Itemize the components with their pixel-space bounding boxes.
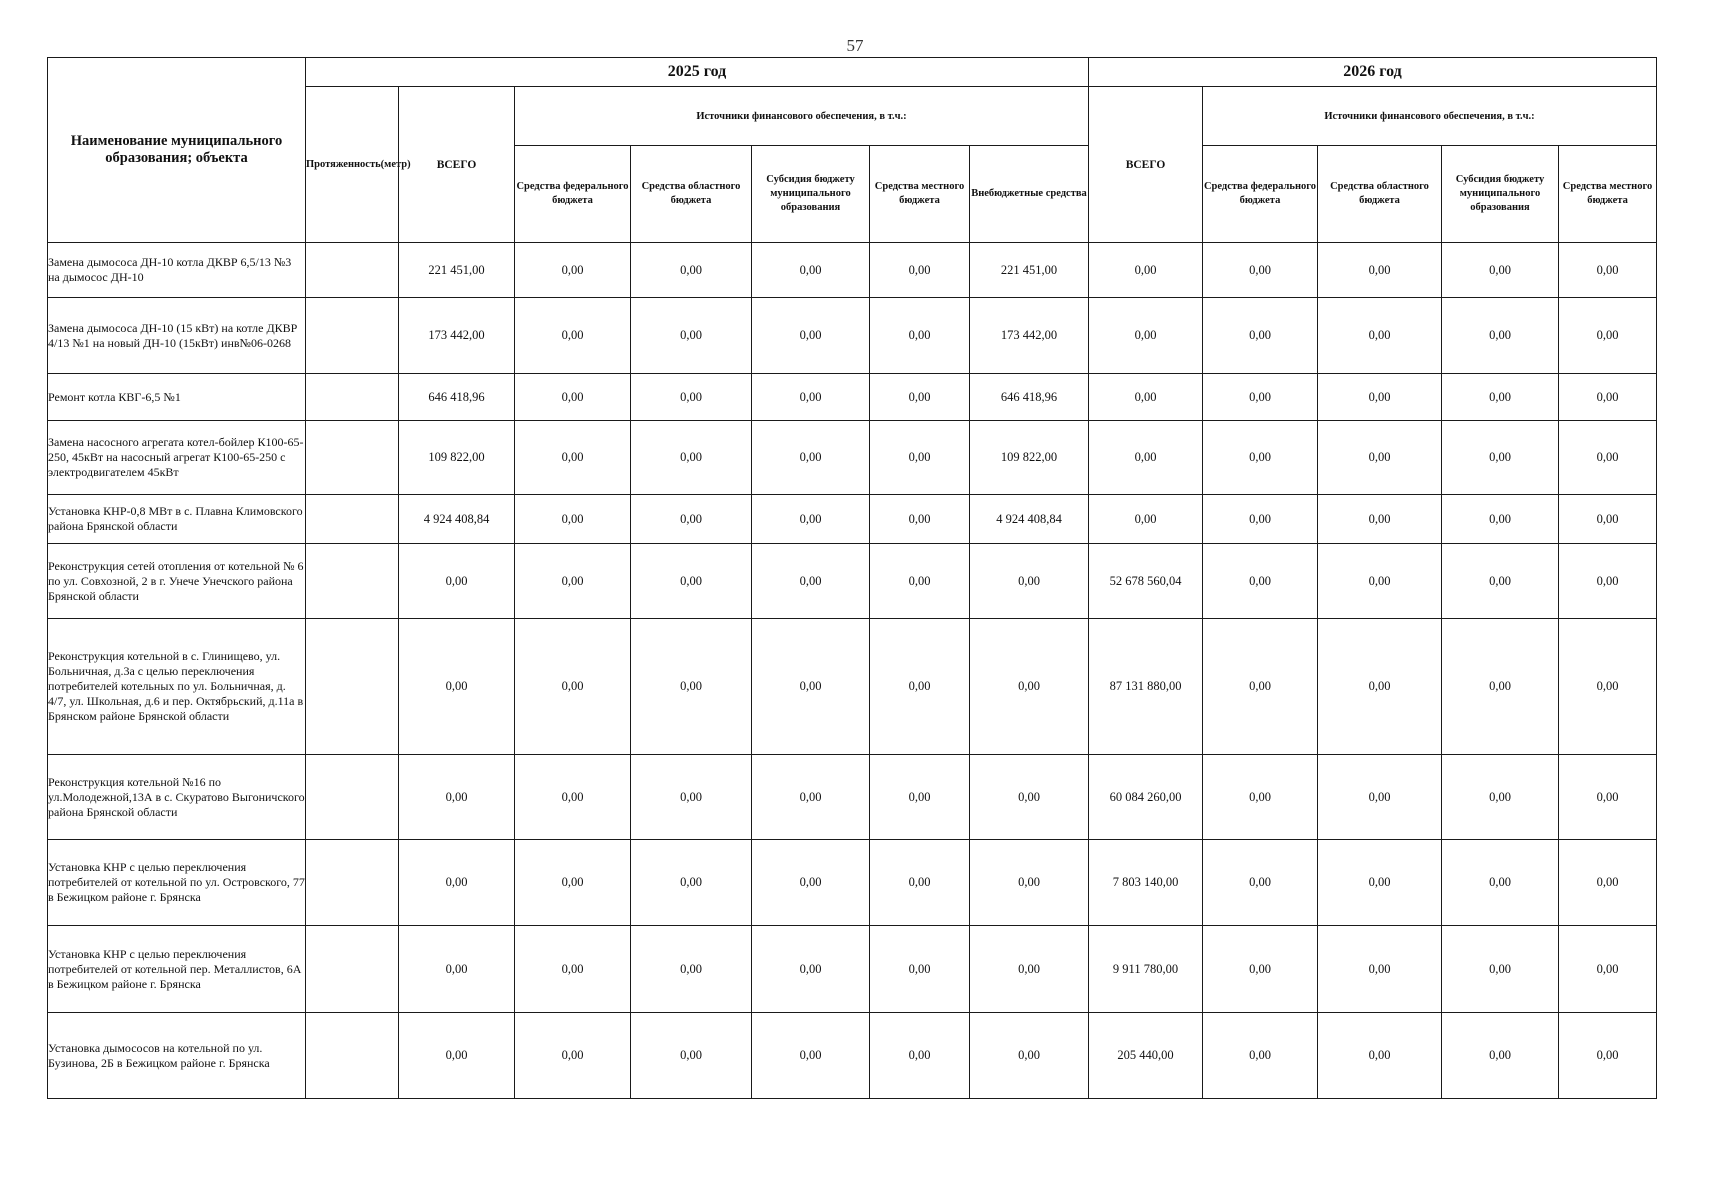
value-cell: 0,00 [631,421,752,495]
value-cell: 0,00 [1203,755,1318,840]
length-cell [306,840,399,926]
value-cell: 646 418,96 [399,374,515,421]
value-cell: 0,00 [1203,840,1318,926]
value-cell: 0,00 [1442,544,1559,619]
value-cell: 0,00 [1203,1013,1318,1099]
value-cell: 0,00 [1203,619,1318,755]
value-cell: 0,00 [631,243,752,298]
value-cell: 173 442,00 [399,298,515,374]
value-cell: 0,00 [1318,374,1442,421]
value-cell: 0,00 [870,544,970,619]
table-row [48,243,1657,298]
value-cell: 0,00 [752,421,870,495]
length-cell [306,926,399,1013]
header-sources-2026: Источники финансового обеспечения, в т.ч.: [1203,87,1657,146]
length-cell [306,421,399,495]
value-cell: 0,00 [1318,544,1442,619]
value-cell: 0,00 [870,243,970,298]
value-cell: 0,00 [1559,298,1657,374]
table-row [48,1013,1657,1099]
header-year-2026: 2026 год [1089,58,1657,87]
value-cell: 4 924 408,84 [970,495,1089,544]
value-cell: 221 451,00 [399,243,515,298]
value-cell: 0,00 [752,243,870,298]
value-cell: 0,00 [970,619,1089,755]
value-cell: 0,00 [1318,926,1442,1013]
value-cell: 0,00 [1089,298,1203,374]
value-cell: 0,00 [1203,544,1318,619]
value-cell: 4 924 408,84 [399,495,515,544]
object-name-cell: Установка КНР-0,8 МВт в с. Плавна Климовского района Брянской области [48,495,306,544]
header-sources-2025: Источники финансового обеспечения, в т.ч.: [515,87,1089,146]
value-cell: 0,00 [1318,421,1442,495]
value-cell: 173 442,00 [970,298,1089,374]
value-cell: 0,00 [1559,1013,1657,1099]
header-total-2025: ВСЕГО [399,87,515,243]
length-cell [306,374,399,421]
value-cell: 0,00 [870,298,970,374]
value-cell: 0,00 [1442,840,1559,926]
value-cell: 0,00 [399,840,515,926]
value-cell: 0,00 [752,619,870,755]
object-name-cell: Замена насосного агрегата котел-бойлер К100-65-250, 45кВт на насосный агрегат К100-65-250 с электродвигателем 45кВт [48,421,306,495]
value-cell: 0,00 [970,926,1089,1013]
header-length-column: Протяженность(метр) [306,87,399,243]
header-federal-2026: Средства федерального бюджета [1203,146,1318,243]
value-cell: 0,00 [970,840,1089,926]
table-row [48,544,1657,619]
table-row [48,495,1657,544]
value-cell: 87 131 880,00 [1089,619,1203,755]
value-cell: 0,00 [399,544,515,619]
value-cell: 0,00 [1089,374,1203,421]
value-cell: 0,00 [399,1013,515,1099]
value-cell: 0,00 [631,374,752,421]
value-cell: 0,00 [970,1013,1089,1099]
value-cell: 0,00 [1089,495,1203,544]
value-cell: 0,00 [399,619,515,755]
value-cell: 0,00 [1318,495,1442,544]
value-cell: 0,00 [1318,298,1442,374]
value-cell: 0,00 [1318,1013,1442,1099]
value-cell: 646 418,96 [970,374,1089,421]
value-cell: 0,00 [631,1013,752,1099]
length-cell [306,298,399,374]
value-cell: 0,00 [1442,1013,1559,1099]
table-row [48,374,1657,421]
value-cell: 0,00 [1442,495,1559,544]
value-cell: 0,00 [515,544,631,619]
value-cell: 0,00 [1318,619,1442,755]
value-cell: 0,00 [1203,243,1318,298]
header-regional-2025: Средства областного бюджета [631,146,752,243]
value-cell: 0,00 [1203,495,1318,544]
length-cell [306,619,399,755]
object-name-cell: Реконструкция котельной №16 по ул.Молодежной,13А в с. Скуратово Выгоничского района Брянской области [48,755,306,840]
length-cell [306,544,399,619]
value-cell: 0,00 [1318,840,1442,926]
value-cell: 0,00 [1559,243,1657,298]
value-cell: 109 822,00 [399,421,515,495]
page-number: 57 [846,36,864,55]
length-cell [306,243,399,298]
value-cell: 0,00 [1203,374,1318,421]
value-cell: 0,00 [1559,755,1657,840]
value-cell: 0,00 [970,755,1089,840]
budget-table [47,57,1657,1099]
value-cell: 0,00 [870,495,970,544]
header-extrabudget-2025: Внебюджетные средства [970,146,1089,243]
header-regional-2026: Средства областного бюджета [1318,146,1442,243]
header-local-2025: Средства местного бюджета [870,146,970,243]
value-cell: 0,00 [970,544,1089,619]
value-cell: 0,00 [752,755,870,840]
value-cell: 0,00 [1203,298,1318,374]
value-cell: 60 084 260,00 [1089,755,1203,840]
value-cell: 0,00 [1559,374,1657,421]
value-cell: 0,00 [515,495,631,544]
header-total-2026: ВСЕГО [1089,87,1203,243]
object-name-cell: Замена дымососа ДН-10 (15 кВт) на котле ДКВР 4/13 №1 на новый ДН-10 (15кВт) инв№06-0268 [48,298,306,374]
value-cell: 52 678 560,04 [1089,544,1203,619]
object-name-cell: Установка КНР с целью переключения потребителей от котельной пер. Металлистов, 6А в Бежицком районе г. Брянска [48,926,306,1013]
value-cell: 0,00 [515,298,631,374]
value-cell: 0,00 [1442,926,1559,1013]
object-name-cell: Установка дымососов на котельной по ул. Бузинова, 2Б в Бежицком районе г. Брянска [48,1013,306,1099]
value-cell: 0,00 [515,619,631,755]
value-cell: 0,00 [752,374,870,421]
length-cell [306,1013,399,1099]
object-name-cell: Реконструкция котельной в с. Глинищево, ул. Больничная, д.3а с целью переключения потребителей котельных по ул. Больничная, д. 4/7, ул. Школьная, д.6 и пер. Октябрьский, д.11а в Брянском районе Брянской области [48,619,306,755]
value-cell: 0,00 [752,544,870,619]
object-name-cell: Реконструкция сетей отопления от котельной № 6 по ул. Совхозной, 2 в г. Унече Унечского района Брянской области [48,544,306,619]
value-cell: 0,00 [515,421,631,495]
length-cell [306,495,399,544]
value-cell: 0,00 [870,619,970,755]
value-cell: 0,00 [1559,926,1657,1013]
value-cell: 0,00 [1203,421,1318,495]
header-name-column: Наименование муниципального образования; объекта [48,58,306,243]
value-cell: 0,00 [631,298,752,374]
table-row [48,298,1657,374]
header-local-2026: Средства местного бюджета [1559,146,1657,243]
header-year-2025: 2025 год [306,58,1089,87]
table-row [48,755,1657,840]
value-cell: 0,00 [1442,421,1559,495]
value-cell: 0,00 [870,374,970,421]
value-cell: 109 822,00 [970,421,1089,495]
value-cell: 0,00 [870,840,970,926]
value-cell: 0,00 [1559,421,1657,495]
value-cell: 0,00 [1559,495,1657,544]
value-cell: 0,00 [1203,926,1318,1013]
value-cell: 0,00 [1442,243,1559,298]
value-cell: 0,00 [1559,544,1657,619]
object-name-cell: Ремонт котла КВГ-6,5 №1 [48,374,306,421]
header-subsidy-2025: Субсидия бюджету муниципального образования [752,146,870,243]
value-cell: 0,00 [399,755,515,840]
value-cell: 205 440,00 [1089,1013,1203,1099]
value-cell: 0,00 [1089,421,1203,495]
value-cell: 0,00 [515,374,631,421]
value-cell: 0,00 [631,840,752,926]
value-cell: 221 451,00 [970,243,1089,298]
header-subsidy-2026: Субсидия бюджету муниципального образования [1442,146,1559,243]
value-cell: 0,00 [515,243,631,298]
value-cell: 0,00 [631,926,752,1013]
value-cell: 0,00 [631,619,752,755]
value-cell: 9 911 780,00 [1089,926,1203,1013]
value-cell: 0,00 [1318,243,1442,298]
value-cell: 0,00 [870,421,970,495]
value-cell: 0,00 [1559,840,1657,926]
table-row [48,619,1657,755]
value-cell: 0,00 [515,926,631,1013]
value-cell: 0,00 [515,755,631,840]
table-body [48,243,1657,1099]
value-cell: 0,00 [1442,374,1559,421]
value-cell: 0,00 [631,495,752,544]
object-name-cell: Замена дымососа ДН-10 котла ДКВР 6,5/13 №3 на дымосос ДН-10 [48,243,306,298]
value-cell: 0,00 [1442,755,1559,840]
value-cell: 0,00 [1442,298,1559,374]
table-row [48,421,1657,495]
table-row [48,926,1657,1013]
value-cell: 0,00 [1089,243,1203,298]
value-cell: 0,00 [631,755,752,840]
object-name-cell: Установка КНР с целью переключения потребителей от котельной по ул. Островского, 77 в Бежицком районе г. Брянска [48,840,306,926]
value-cell: 0,00 [399,926,515,1013]
header-federal-2025: Средства федерального бюджета [515,146,631,243]
value-cell: 0,00 [752,298,870,374]
value-cell: 0,00 [870,1013,970,1099]
value-cell: 0,00 [631,544,752,619]
table-row [48,840,1657,926]
length-cell [306,755,399,840]
value-cell: 0,00 [515,840,631,926]
value-cell: 0,00 [752,840,870,926]
value-cell: 0,00 [1442,619,1559,755]
value-cell: 0,00 [515,1013,631,1099]
value-cell: 0,00 [752,926,870,1013]
value-cell: 0,00 [1559,619,1657,755]
value-cell: 0,00 [870,755,970,840]
value-cell: 0,00 [752,495,870,544]
value-cell: 0,00 [870,926,970,1013]
value-cell: 0,00 [1318,755,1442,840]
value-cell: 0,00 [752,1013,870,1099]
value-cell: 7 803 140,00 [1089,840,1203,926]
table-header [48,58,1657,243]
